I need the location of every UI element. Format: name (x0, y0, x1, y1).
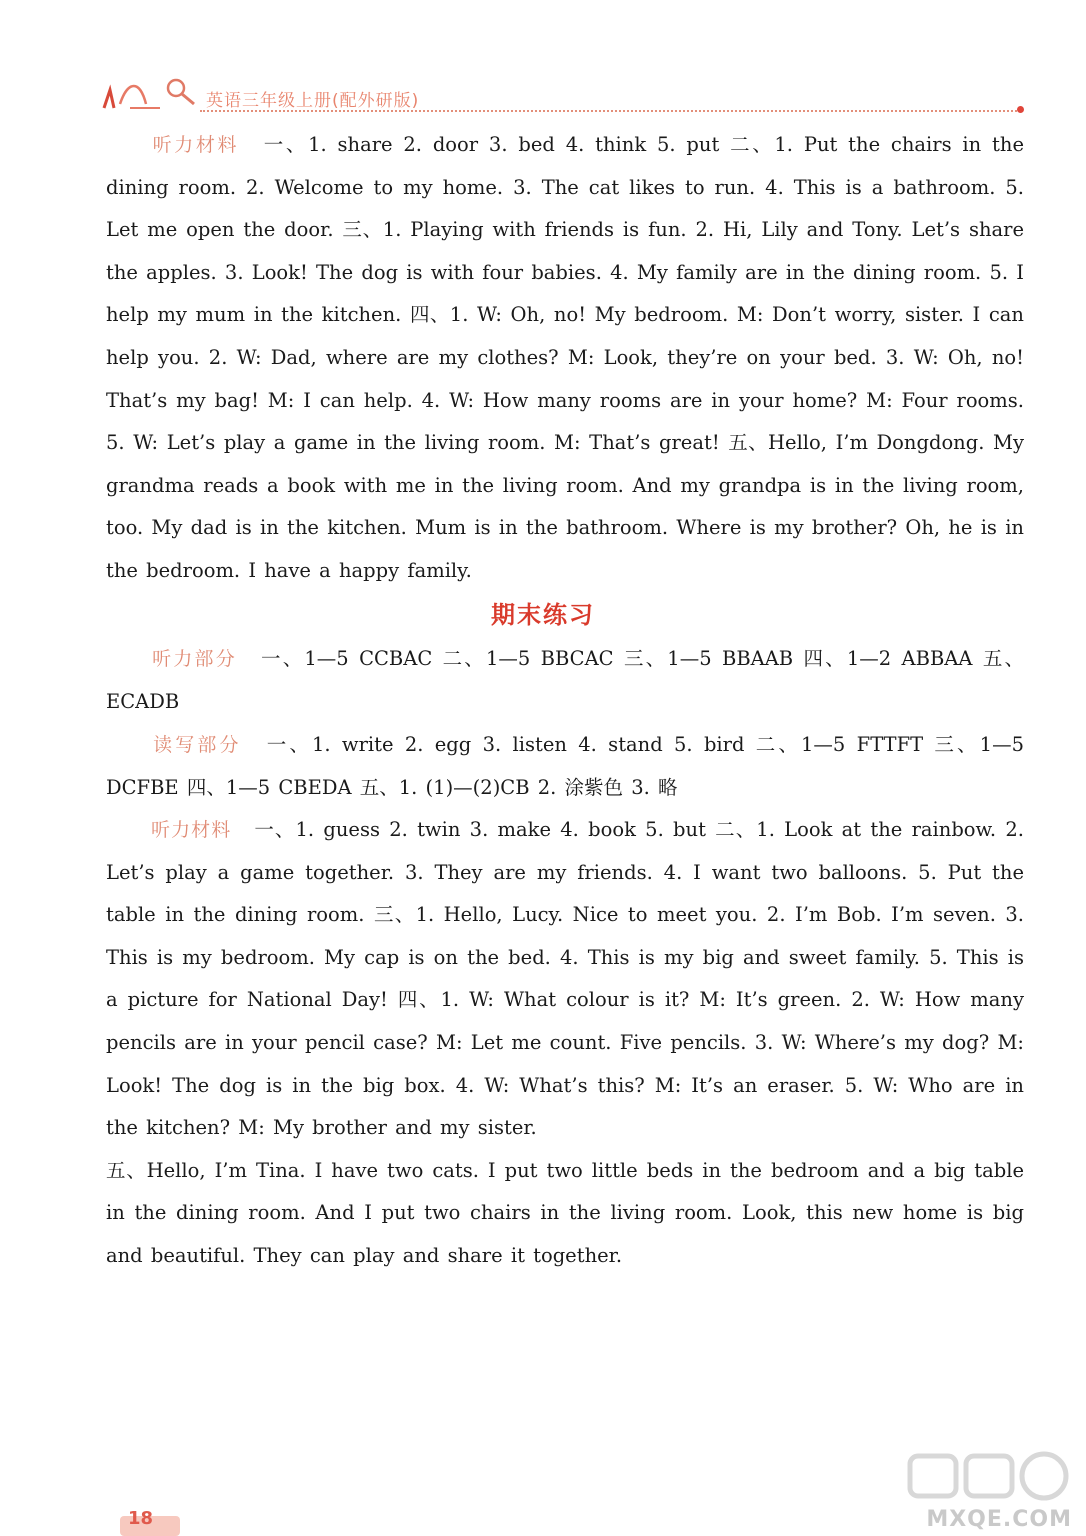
final-listening-material-text: 一、1. guess 2. twin 3. make 4. book 5. but 二、1. Look at the rainbow. 2. Let’s play a game together. 3. They are my friends. 4. I want two balloons. 5. Put the table in the dining room. 三、1. Hello, Lucy. Nice to meet you. 2. I’m Bob. I’m seven. 3. This is my bedroom. My cap is on the bed. 4. This is my big and sweet family. 5. This is a picture for National Day! 四、1. W: What colour is it? M: It’s green. 2. W: How many pencils are in your pencil case? M: Let me count. Five pencils. 3. W: Where’s my dog? M: Look! The dog is in the big box. 4. W: What’s this? M: It’s an eraser. 5. W: Who are in the kitchen? M: My brother and my sister. (106, 818, 1024, 1140)
final-listening-material-paragraph (106, 809, 1024, 1150)
header-decoration-icon (100, 74, 205, 118)
section-lead: 读写部分 (150, 734, 242, 756)
section-lead: 听力部分 (150, 648, 237, 670)
final-listening-material-paragraph-5 (106, 1150, 1024, 1278)
final-reading-writing-answers (106, 724, 1024, 809)
final-practice-title: 期末练习 (491, 601, 595, 629)
unit-listening-section (106, 124, 1024, 593)
final-listening-paragraph (106, 638, 1024, 723)
unit-listening-paragraph (106, 124, 1024, 593)
final-reading-writing-text: 一、1. write 2. egg 3. listen 4. stand 5. bird 二、1—5 FTTFT 三、1—5 DCFBE 四、1—5 CBEDA 五、1. (1)—(2)CB 2. 涂紫色 3. 略 (106, 733, 1024, 799)
header-divider (200, 110, 1020, 112)
unit-listening-text: 一、1. share 2. door 3. bed 4. think 5. put 二、1. Put the chairs in the dining room. 2. Welcome to my home. 3. The cat likes to run. 4. This is a bathroom. 5. Let me open the door. 三、1. Playing with friends is fun. 2. Hi, Lily and Tony. Let’s share the apples. 3. Look! The dog is with four babies. 4. My family are in the dining room. 5. I help my mum in the kitchen. 四、1. W: Oh, no! My bedroom. M: Don’t worry, sister. I can help you. 2. W: Dad, where are my clothes? M: Look, they’re on your bed. 3. W: Oh, no! That’s my bag! M: I can help. 4. W: How many rooms are in your home? M: Four rooms. 5. W: Let’s play a game in the living room. M: That’s great! 五、Hello, I’m Dongdong. My grandma reads a book with me in the living room. And my grandpa is in the living room, too. My dad is in the kitchen. Mum is in the bathroom. Where is my brother? Oh, he is in the bedroom. I have a happy family. (106, 133, 1024, 582)
final-reading-writing-paragraph (106, 724, 1024, 809)
header-dot (1017, 106, 1024, 113)
watermark-text: MXQE.COM (926, 1507, 1072, 1532)
final-listening-text: 一、1—5 CCBAC 二、1—5 BBCAC 三、1—5 BBAAB 四、1—2 ABBAA 五、ECADB (106, 647, 1024, 713)
final-listening-answers (106, 638, 1024, 723)
final-listening-material (106, 809, 1024, 1278)
final-listening-material-text-5: 五、Hello, I’m Tina. I have two cats. I put two little beds in the bedroom and a big table in the dining room. And I put two chairs in the living room. Look, this new home is big and beautiful. They can play and share it together. (106, 1158, 1024, 1267)
section-lead: 听力材料 (150, 819, 232, 841)
page-header (100, 74, 1030, 118)
section-lead: 听力材料 (150, 134, 240, 156)
book-title: 英语三年级上册(配外研版) (206, 91, 420, 111)
page-number: 18 (128, 1508, 154, 1529)
